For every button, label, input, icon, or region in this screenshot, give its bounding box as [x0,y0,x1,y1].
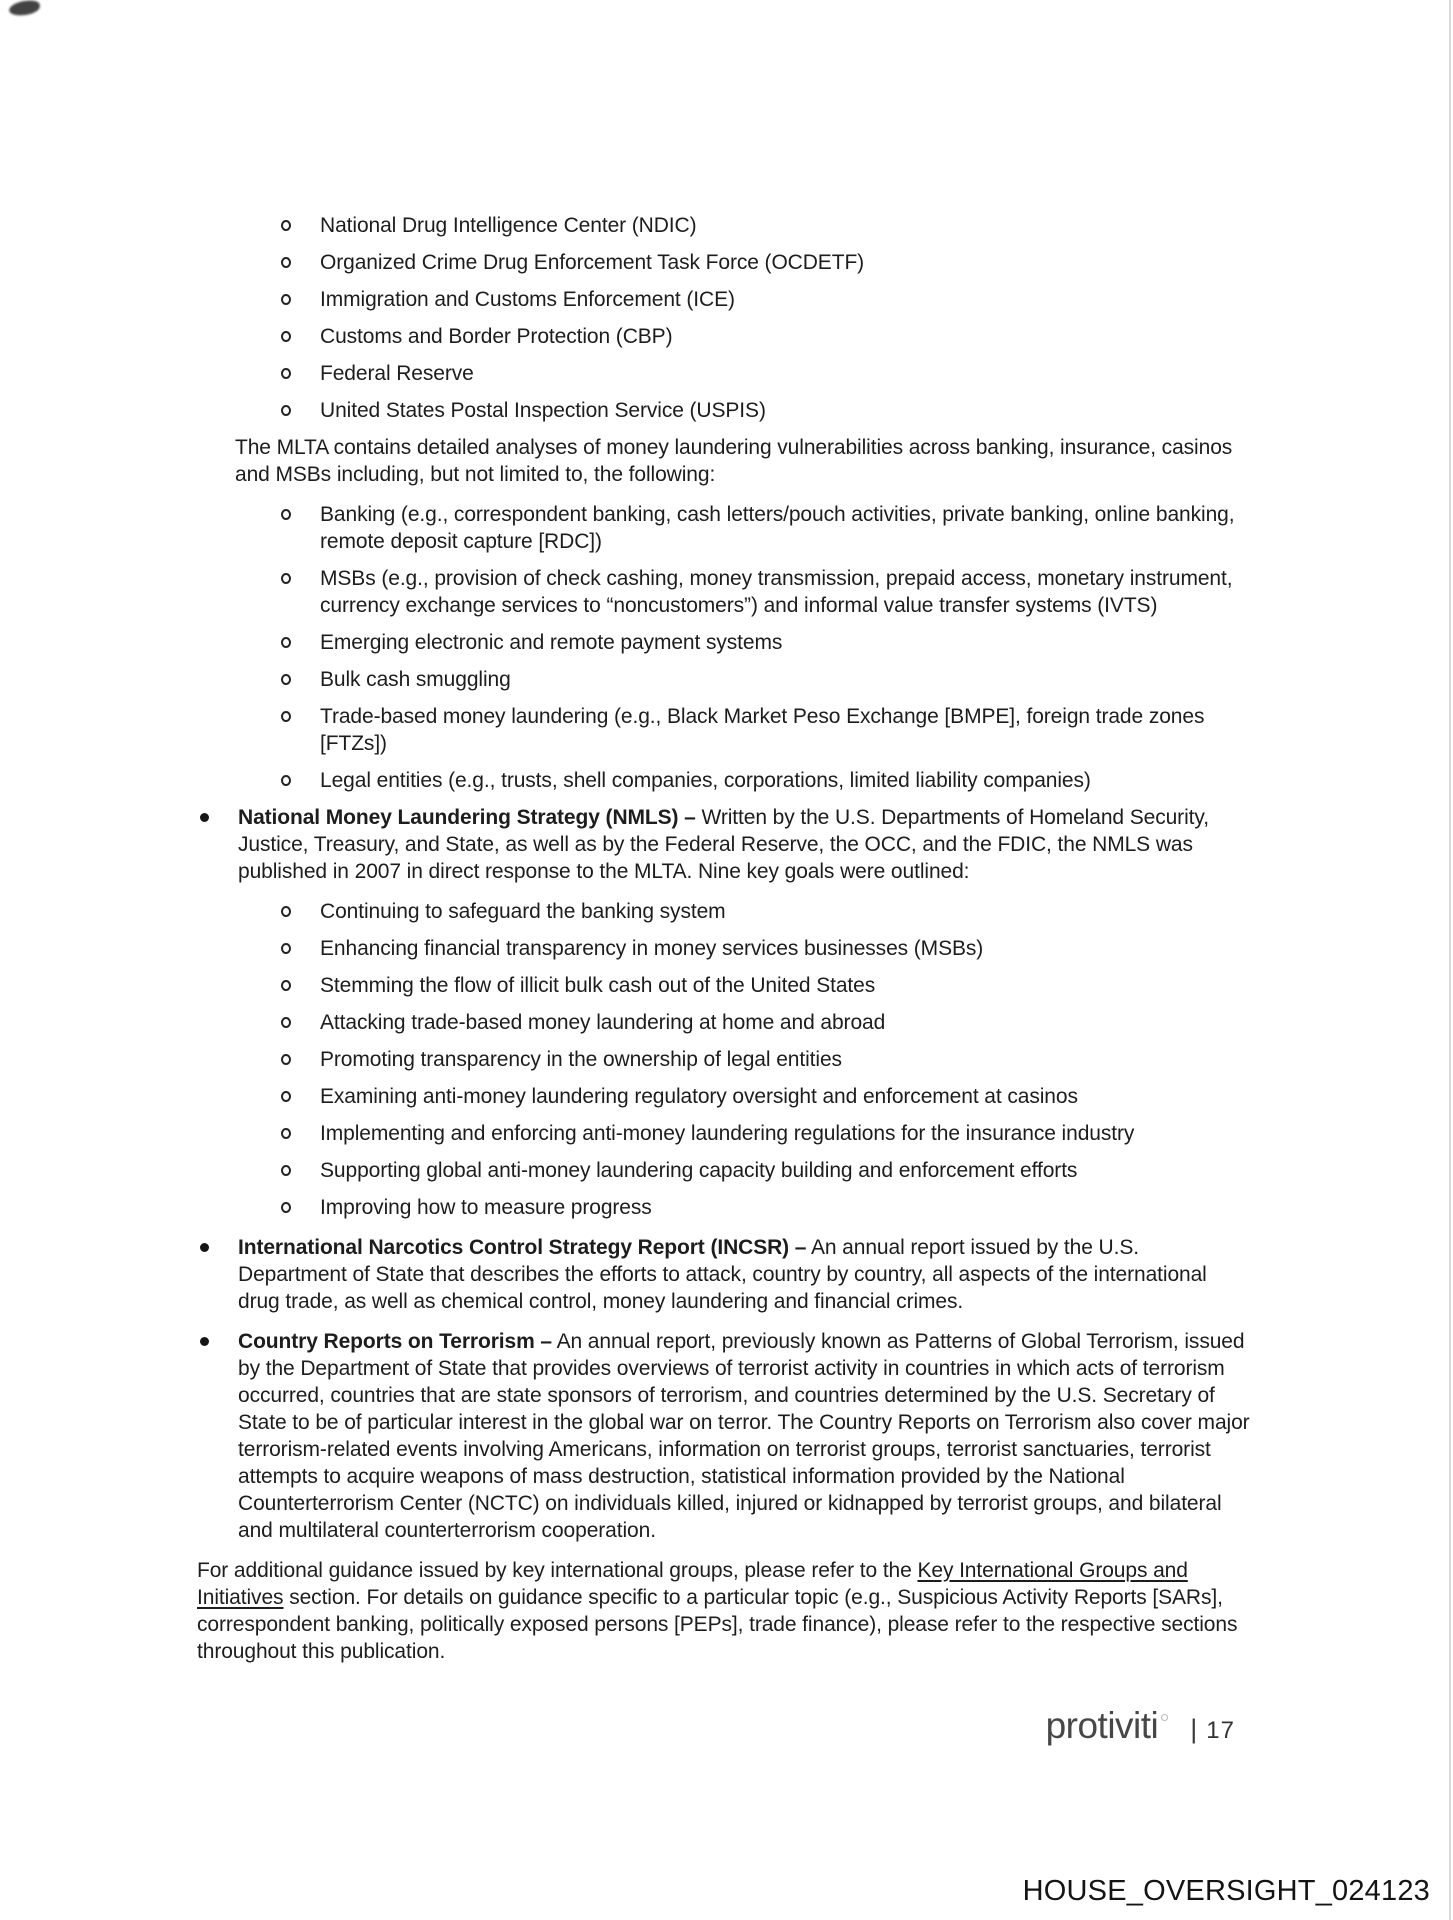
list-item-text: Supporting global anti-money laundering capacity building and enforcement efforts [320,1159,1078,1182]
page-number: 17 [1206,1717,1235,1744]
report-bullet [197,804,1250,1221]
closing-pre: For additional guidance issued by key international groups, please refer to the [197,1559,918,1582]
mlta-paragraph: The MLTA contains detailed analyses of money laundering vulnerabilities across banking, insurance, casinos and MSBs including, but not limited to, the following: [235,436,1233,486]
bullet-body: Written by the U.S. Departments of Homeland Security, Justice, Treasury, and State, as well as by the Federal Reserve, the OCC, and the FDIC, the NMLS was published in 2007 in direct response to the MLTA. Nine key goals were outlined: [238,806,1209,883]
list-item-text: Organized Crime Drug Enforcement Task Force (OCDETF) [320,251,865,274]
list-item-text: Enhancing financial transparency in money services businesses (MSBs) [320,937,984,960]
list-item [197,703,1250,757]
circle-bullet-icon [281,1202,291,1213]
list-item [197,249,1250,276]
list-item [197,629,1250,656]
list-item-text: Banking (e.g., correspondent banking, cash letters/pouch activities, private banking, online banking, remote deposit capture [RDC]) [320,503,1235,553]
list-item-text: Emerging electronic and remote payment systems [320,631,783,654]
list-item-text: Bulk cash smuggling [320,668,511,691]
page-content [197,212,1250,1678]
circle-bullet-icon [281,711,291,722]
list-item-text: Customs and Border Protection (CBP) [320,325,673,348]
scan-edge-line [1449,0,1451,1920]
list-item [197,767,1250,794]
circle-bullet-icon [281,220,291,231]
circle-bullet-icon [281,775,291,786]
bullet-body: An annual report, previously known as Patterns of Global Terrorism, issued by the Department of State that provides overviews of terrorist activity in countries in which acts of terrorism occurred, countries that are state sponsors of terrorism, and countries determined by the U.S. Secretary of State to be of particular interest in the global war on terror. The Country Reports on Terrorism also cover major terrorism-related events involving Americans, information on terrorist groups, terrorist sanctuaries, terrorist attempts to acquire weapons of mass destruction, statistical information provided by the National Counterterrorism Center (NCTC) on individuals killed, injured or kidnapped by terrorist groups, and bilateral and multilateral counterterrorism cooperation. [238,1330,1250,1542]
bates-number: HOUSE_OVERSIGHT_024123 [1022,1875,1430,1907]
list-item-text: Implementing and enforcing anti-money laundering regulations for the insurance industry [320,1122,1135,1145]
list-item-text: United States Postal Inspection Service (USPIS) [320,399,766,422]
circle-bullet-icon [281,674,291,685]
list-item [238,972,1250,999]
circle-bullet-icon [281,1017,291,1028]
circle-bullet-icon [281,1165,291,1176]
disc-bullet-icon [200,1243,209,1252]
list-item-text: Attacking trade-based money laundering at home and abroad [320,1011,886,1034]
list-item [197,666,1250,693]
list-item [197,565,1250,619]
closing-paragraph [197,1557,1250,1665]
goal-list [238,898,1250,1221]
circle-bullet-icon [281,509,291,520]
circle-bullet-icon [281,637,291,648]
section-reference: Key International Groups and Initiatives [197,1559,1188,1609]
vulnerability-list [197,501,1250,794]
list-item [197,501,1250,555]
list-item [238,1083,1250,1110]
list-item-text: MSBs (e.g., provision of check cashing, money transmission, prepaid access, monetary instrument, currency exchange services to “noncustomers”) and informal value transfer systems (IVTS) [320,567,1233,617]
circle-bullet-icon [281,1128,291,1139]
footer-brandline [1046,1706,1235,1746]
list-item-text: Immigration and Customs Enforcement (ICE) [320,288,735,311]
report-bullet [197,1234,1250,1315]
bullet-heading: Country Reports on Terrorism – [238,1330,552,1353]
agency-list [197,212,1250,424]
list-item-text: Federal Reserve [320,362,474,385]
list-item [197,212,1250,239]
list-item [238,898,1250,925]
list-item-text: National Drug Intelligence Center (NDIC) [320,214,697,237]
circle-bullet-icon [281,368,291,379]
disc-bullet-icon [200,1337,209,1346]
list-item [238,1157,1250,1184]
circle-bullet-icon [281,405,291,416]
circle-bullet-icon [281,906,291,917]
circle-bullet-icon [281,331,291,342]
protiviti-logo: protiviti [1045,1705,1159,1746]
bullet-heading: National Money Laundering Strategy (NMLS) – [238,806,696,829]
circle-bullet-icon [281,1054,291,1065]
list-item [238,1120,1250,1147]
list-item [238,1009,1250,1036]
circle-bullet-icon [281,943,291,954]
footer-separator: | [1190,1714,1198,1744]
list-item [197,397,1250,424]
list-item [197,360,1250,387]
list-item-text: Trade-based money laundering (e.g., Black Market Peso Exchange [BMPE], foreign trade zones [FTZs]) [320,705,1205,755]
scan-smudge-artifact [8,0,40,17]
list-item [238,1046,1250,1073]
list-item-text: Legal entities (e.g., trusts, shell companies, corporations, limited liability companies) [320,769,1091,792]
list-item [238,935,1250,962]
list-item-text: Examining anti-money laundering regulatory oversight and enforcement at casinos [320,1085,1078,1108]
circle-bullet-icon [281,980,291,991]
circle-bullet-icon [281,1091,291,1102]
list-item [238,1194,1250,1221]
registered-mark-icon [1161,1714,1168,1721]
list-item-text: Stemming the flow of illicit bulk cash out of the United States [320,974,876,997]
report-bullets-section [197,804,1250,1544]
circle-bullet-icon [281,573,291,584]
list-item-text: Promoting transparency in the ownership of legal entities [320,1048,842,1071]
circle-bullet-icon [281,257,291,268]
circle-bullet-icon [281,294,291,305]
report-bullet [197,1328,1250,1544]
list-item [197,286,1250,313]
list-item-text: Continuing to safeguard the banking system [320,900,726,923]
list-item [197,323,1250,350]
disc-bullet-icon [200,813,209,822]
list-item-text: Improving how to measure progress [320,1196,652,1219]
closing-post: section. For details on guidance specific to a particular topic (e.g., Suspicious Activity Reports [SARs], correspondent banking, politically exposed persons [PEPs], trade finance), please refer to the respective sections throughout this publication. [197,1586,1238,1663]
bullet-heading: International Narcotics Control Strategy Report (INCSR) – [238,1236,807,1259]
bullet-body: An annual report issued by the U.S. Department of State that describes the efforts to attack, country by country, all aspects of the international drug trade, as well as chemical control, money laundering and financial crimes. [238,1236,1207,1313]
